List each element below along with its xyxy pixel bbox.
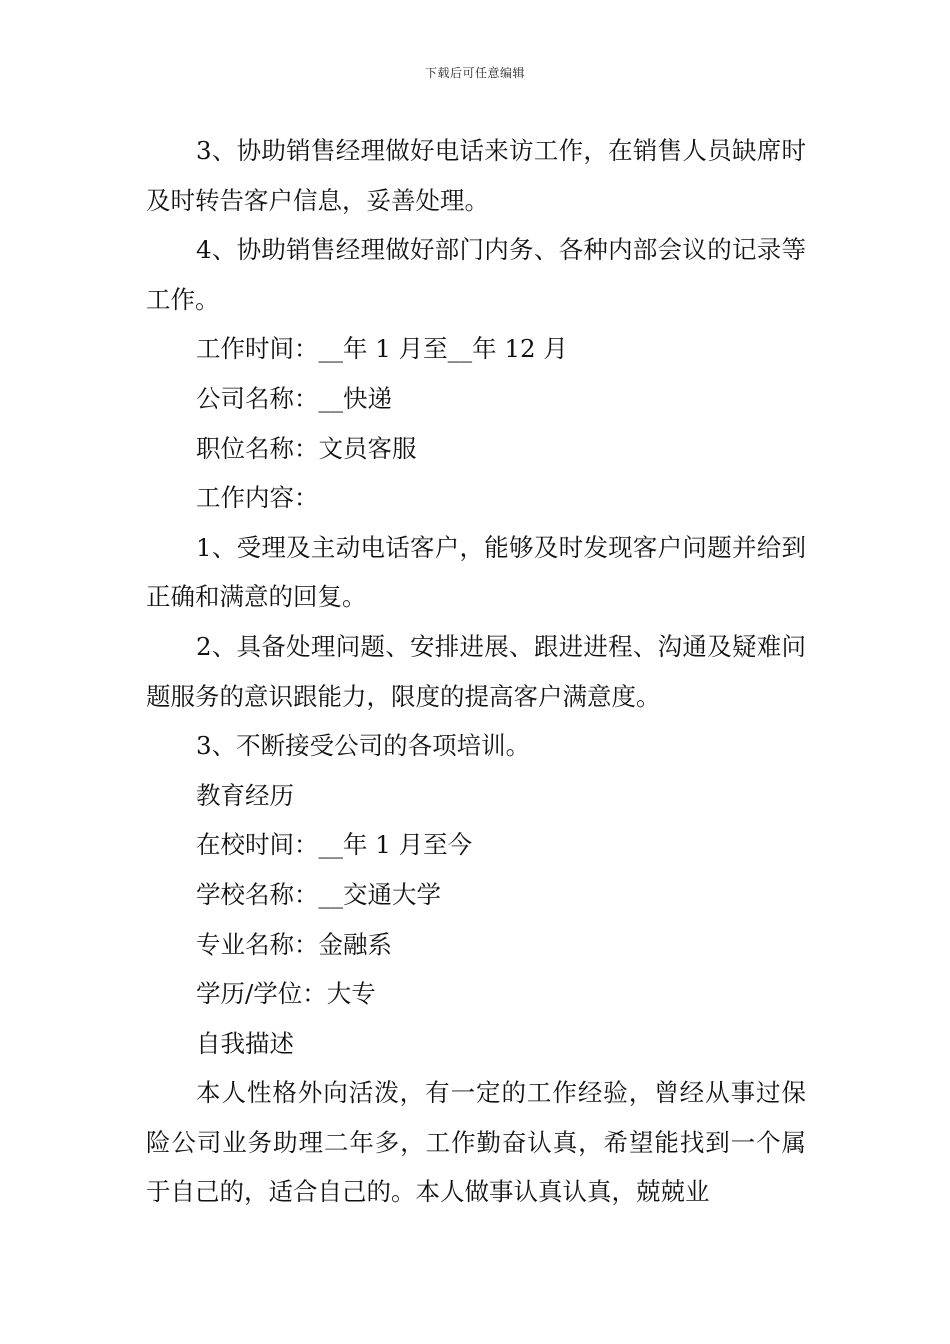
major-name: 专业名称：金融系 — [196, 929, 392, 959]
work-item-3: 3、不断接受公司的各项培训。 — [196, 731, 531, 761]
duty-item-4: 4、协助销售经理做好部门内务、各种内部会议的记录等工作。 — [146, 235, 806, 314]
self-description-heading: 自我描述 — [196, 1028, 294, 1058]
document-body — [146, 126, 806, 1217]
self-description-text: 本人性格外向活泼，有一定的工作经验，曾经从事过保险公司业务助理二年多，工作勤奋认真，希望能找到一个属于自己的，适合自己的。本人做事认真认真，兢兢业 — [146, 1078, 806, 1207]
work-item-1: 1、受理及主动电话客户，能够及时发现客户问题并给到正确和满意的回复。 — [146, 532, 806, 612]
work-content-heading: 工作内容： — [196, 483, 319, 513]
work-period: 工作时间：__年 1 月至__年 12 月 — [196, 334, 568, 364]
work-item-2: 2、具备处理问题、安排进展、跟进进程、沟通及疑难问题服务的意识跟能力，限度的提高客户满意度。 — [146, 631, 806, 711]
education-heading: 教育经历 — [196, 780, 294, 810]
page-header-note: 下载后可任意编辑 — [424, 66, 525, 80]
school-period: 在校时间：__年 1 月至今 — [196, 830, 473, 860]
school-name: 学校名称：__交通大学 — [196, 879, 441, 909]
degree: 学历/学位：大专 — [196, 979, 376, 1009]
duty-item-3: 3、协助销售经理做好电话来访工作，在销售人员缺席时及时转告客户信息，妥善处理。 — [146, 136, 806, 215]
company-name: 公司名称：__快递 — [196, 383, 392, 413]
position-name: 职位名称：文员客服 — [196, 433, 417, 463]
